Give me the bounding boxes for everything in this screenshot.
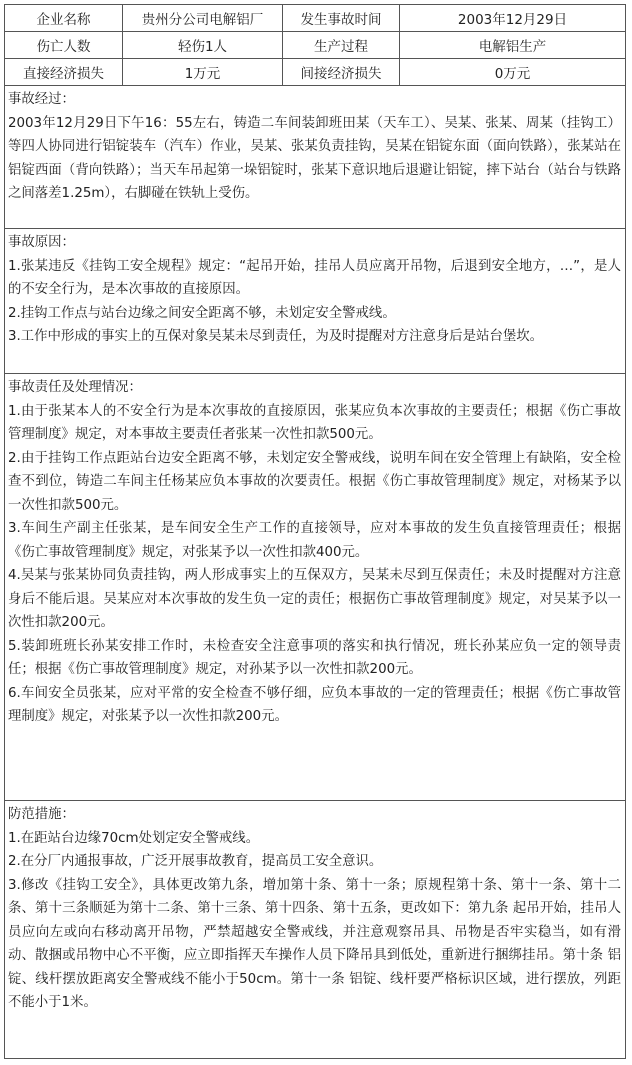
section-accident-process xyxy=(5,86,625,229)
section-accident-causes xyxy=(5,229,625,374)
value-indirect-loss: 0万元 xyxy=(494,66,531,82)
responsibility-item: 1.由于张某本人的不安全行为是本次事故的直接原因，张某应负本次事故的主要责任；根据《伤亡事故管理制度》规定，对本事故主要责任者张某一次性扣款500元。 xyxy=(8,403,621,442)
summary-row-casualties xyxy=(5,32,625,59)
prevention-item: 2.在分厂内通报事故，广泛开展事故教育，提高员工安全意识。 xyxy=(8,854,383,869)
label-casualties: 伤亡人数 xyxy=(5,32,123,58)
summary-row-losses xyxy=(5,59,625,86)
responsibility-item: 5.装卸班班长孙某安排工作时，未检查安全注意事项的落实和执行情况，班长孙某应负一定的领导责任；根据《伤亡事故管理制度》规定，对孙某予以一次性扣款200元。 xyxy=(8,638,621,677)
responsibility-item: 4.吴某与张某协同负责挂钩，两人形成事实上的互保双方，吴某未尽到互保责任；未及时提醒对方注意身后不能后退。吴某应对本次事故的发生负一定的责任；根据伤亡事故管理制度》规定，对吴某予以一次性扣款200元。 xyxy=(8,568,621,630)
value-accident-time: 2003年12月29日 xyxy=(457,12,568,28)
label-production-process: 生产过程 xyxy=(283,32,400,58)
section-prevention xyxy=(5,801,625,1058)
prevention-item: 1.在距站台边缘70cm处划定安全警戒线。 xyxy=(8,830,260,846)
section-heading: 事故责任及处理情况： xyxy=(8,380,142,395)
summary-row-enterprise xyxy=(5,5,625,32)
value-enterprise-name: 贵州分公司电解铝厂 xyxy=(123,5,283,31)
value-production-process: 电解铝生产 xyxy=(478,39,547,55)
responsibility-item: 6.车间安全员张某，应对平常的安全检查不够仔细，应负本事故的一定的管理责任；根据《伤亡事故管理制度》规定，对张某予以一次性扣款200元。 xyxy=(8,685,621,724)
label-enterprise-name: 企业名称 xyxy=(5,5,123,31)
cause-item: 2.挂钩工作点与站台边缘之间安全距离不够，未划定安全警戒线。 xyxy=(8,305,396,321)
section-responsibility xyxy=(5,374,625,801)
section-heading: 事故经过： xyxy=(8,92,75,107)
label-direct-loss: 直接经济损失 xyxy=(5,59,123,85)
accident-report-table xyxy=(4,4,626,1059)
cause-item: 3.工作中形成的事实上的互保对象吴某未尽到责任，为及时提醒对方注意身后是站台堡坎。 xyxy=(8,329,544,344)
value-casualties: 轻伤1人 xyxy=(123,32,283,58)
section-heading: 防范措施： xyxy=(8,807,75,822)
responsibility-item: 2.由于挂钩工作点距站台边安全距离不够，未划定安全警戒线，说明车间在安全管理上有缺陷，安全检查不到位，铸造二车间主任杨某应负本事故的次要责任。根据《伤亡事故管理制度》规定，对杨某予以一次性扣款500元。 xyxy=(8,450,621,513)
process-text: 2003年12月29日下午16：55左右，铸造二车间装卸班田某（天车工）、吴某、张某、周某（挂钩工）等四人协同进行铝锭装车（汽车）作业，吴某、张某负责挂钩，吴某在铝锭东面（面向铁路），张某站在铝锭西面（背向铁路）；当天车吊起第一垛铝锭时，张某下意识地后退避让铝锭，摔下站台（站台与铁路之间落差1.25m），右脚碰在铁轨上受伤。 xyxy=(8,115,621,201)
section-heading: 事故原因： xyxy=(8,235,75,250)
label-indirect-loss: 间接经济损失 xyxy=(283,59,400,85)
responsibility-item: 3.车间生产副主任张某，是车间安全生产工作的直接领导，应对本事故的发生负直接管理责任；根据《伤亡事故管理制度》规定，对张某予以一次性扣款400元。 xyxy=(8,521,621,560)
value-direct-loss: 1万元 xyxy=(123,59,283,85)
prevention-item: 3.修改《挂钩工安全》，具体更改第九条，增加第十条、第十一条；原规程第十条、第十一条、第十二条、第十三条顺延为第十二条、第十三条、第十四条、第十五条，更改如下：第九条 起吊开始，挂吊人员应向左或向右移动离开吊物，严禁超越安全警戒线，并注意观察吊具、吊物是否牢实稳当，如有滑动、散捆或吊物中心不平衡，应立即指挥天车操作人员下降吊具到低处，重新进行捆绑挂吊。第十条 铝锭、线杆摆放距离安全警戒线不能小于50cm。第十一条 铝锭、线杆要严格标识区域，进行摆放，列距不能小于1米。 xyxy=(8,877,621,1010)
cause-item: 1.张某违反《挂钩工安全规程》规定：“起吊开始，挂吊人员应离开吊物，后退到安全地方，…”，是人的不安全行为，是本次事故的直接原因。 xyxy=(8,258,621,297)
label-accident-time: 发生事故时间 xyxy=(283,5,400,31)
